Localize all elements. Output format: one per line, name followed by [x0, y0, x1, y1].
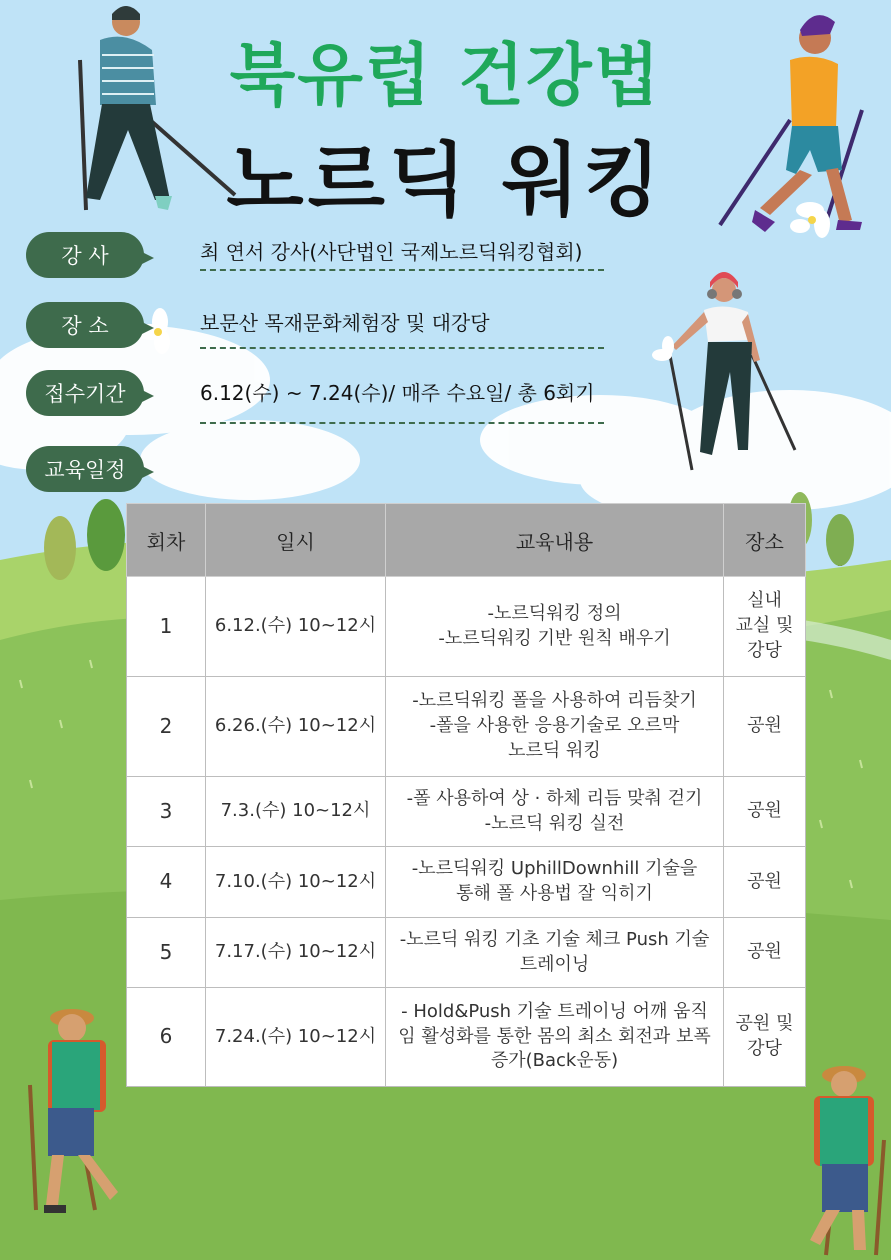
session-content — [386, 777, 724, 847]
session-content — [386, 577, 724, 677]
session-content — [386, 847, 724, 918]
header-session: 회차 — [127, 504, 206, 577]
table-row — [127, 918, 806, 988]
content-line: 증가(Back운동) — [490, 1050, 619, 1072]
place-line: 강당 — [747, 1038, 782, 1059]
table-row — [127, 847, 806, 918]
content-line: -노르딕 워킹 실전 — [484, 812, 625, 834]
content-line: - Hold&Push 기술 트레이닝 어깨 움직 — [401, 1000, 708, 1022]
content-line: 트레이닝 — [519, 953, 590, 975]
header-content: 교육내용 — [386, 504, 724, 577]
place-line: 공원 — [747, 941, 782, 963]
session-place — [724, 988, 806, 1087]
lecturer-text: 최 연서 강사(사단법인 국제노르딕워킹협회) — [200, 240, 583, 264]
divider — [200, 422, 604, 424]
session-date: 7.10.(수) 10~12시 — [206, 847, 386, 918]
content-line: -노르딕워킹 정의 — [487, 602, 622, 624]
session-date: 6.26.(수) 10~12시 — [206, 677, 386, 777]
tag-lecturer: 강 사 — [26, 232, 144, 278]
place-line: 공원 및 — [735, 1013, 794, 1035]
session-content — [386, 988, 724, 1087]
session-place — [724, 918, 806, 988]
tag-location: 장 소 — [26, 302, 144, 348]
table-header-row — [127, 504, 806, 577]
session-number: 4 — [127, 847, 206, 918]
session-number: 6 — [127, 988, 206, 1087]
table-row — [127, 988, 806, 1087]
content-line: 통해 폴 사용법 잘 익히기 — [456, 883, 653, 904]
session-date: 6.12.(수) 10~12시 — [206, 577, 386, 677]
title-line2: 노르딕 워킹 — [226, 134, 665, 227]
table-row — [127, 777, 806, 847]
tag-schedule: 교육일정 — [26, 446, 144, 492]
session-date: 7.17.(수) 10~12시 — [206, 918, 386, 988]
content-line: -폴을 사용한 응용기술로 오르막 — [429, 715, 680, 737]
session-number: 2 — [127, 677, 206, 777]
table-row — [127, 577, 806, 677]
divider — [200, 269, 604, 271]
content-line: 임 활성화를 통한 몸의 최소 회전과 보폭 — [398, 1025, 711, 1047]
session-place — [724, 847, 806, 918]
header-date: 일시 — [206, 504, 386, 577]
session-place — [724, 677, 806, 777]
session-content — [386, 677, 724, 777]
session-place — [724, 577, 806, 677]
content-line: -노르딕워킹 UphillDownhill 기술을 — [411, 858, 698, 880]
session-place — [724, 777, 806, 847]
registration-period-text: 6.12(수) ~ 7.24(수)/ 매주 수요일/ 총 6회기 — [200, 381, 595, 405]
tag-registration-period: 접수기간 — [26, 370, 144, 416]
content-line: -노르딕워킹 폴을 사용하여 리듬찾기 — [412, 690, 697, 712]
title-line1: 북유럽 건강법 — [229, 37, 662, 116]
session-number: 5 — [127, 918, 206, 988]
header-place: 장소 — [724, 504, 806, 577]
place-line: 공원 — [747, 870, 782, 892]
location-text: 보문산 목재문화체험장 및 대강당 — [200, 311, 490, 335]
divider — [200, 347, 604, 349]
place-line: 공원 — [747, 715, 782, 737]
place-line: 실내 — [747, 590, 782, 612]
session-content — [386, 918, 724, 988]
place-line: 강당 — [747, 639, 782, 661]
table-row — [127, 677, 806, 777]
place-line: 교실 및 — [735, 615, 794, 637]
session-date: 7.3.(수) 10~12시 — [206, 777, 386, 847]
content-line: -폴 사용하여 상 · 하체 리듬 맞춰 걷기 — [406, 787, 703, 809]
session-number: 1 — [127, 577, 206, 677]
content-line: 노르딕 워킹 — [508, 739, 601, 761]
content-line: -노르딕워킹 기반 원칙 배우기 — [438, 627, 671, 649]
session-number: 3 — [127, 777, 206, 847]
content-line: -노르딕 워킹 기초 기술 체크 Push 기술 — [399, 928, 710, 950]
session-date: 7.24.(수) 10~12시 — [206, 988, 386, 1087]
place-line: 공원 — [747, 800, 782, 822]
schedule-table — [126, 503, 806, 1087]
